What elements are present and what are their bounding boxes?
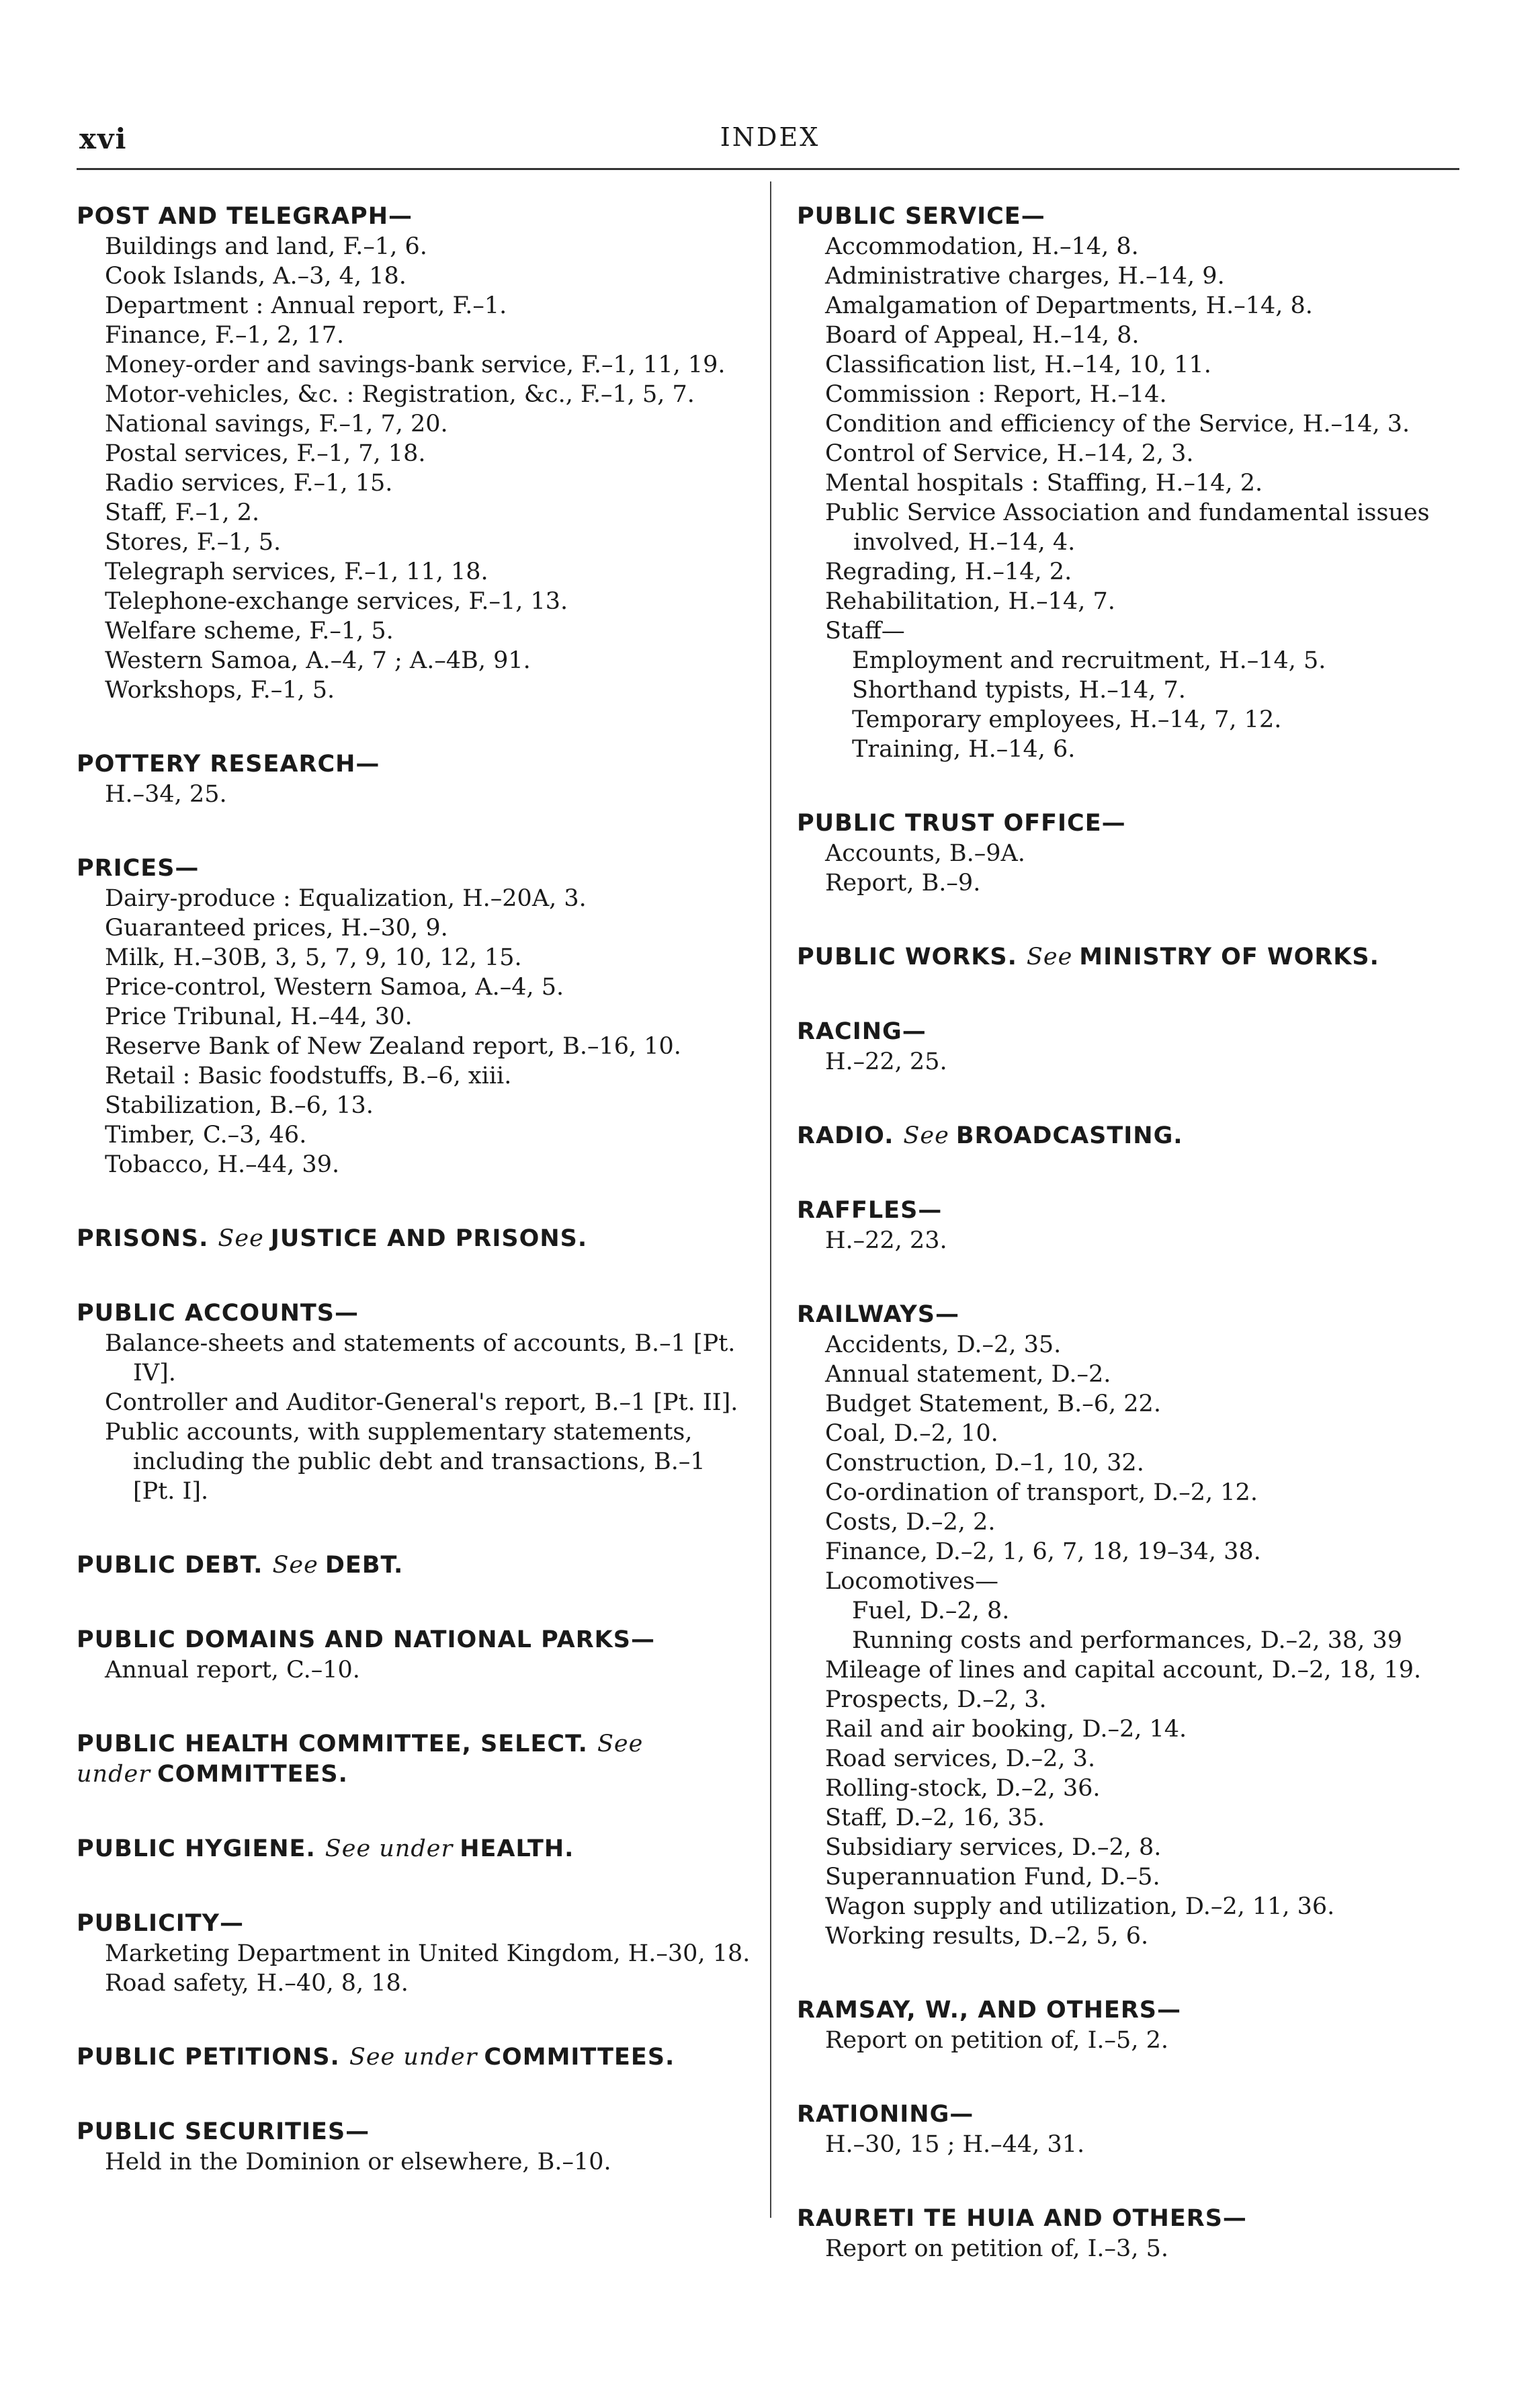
index-line: Accounts, B.–9A.: [825, 840, 1025, 867]
index-line: Rail and air booking, D.–2, 14.: [825, 1716, 1187, 1743]
index-heading: [797, 2204, 1474, 2234]
index-line: Staff, F.–1, 2.: [105, 499, 260, 526]
index-line: Cook Islands, A.–3, 4, 18.: [105, 263, 407, 290]
heading-text: PUBLICITY—: [77, 1910, 245, 1937]
index-entry: [77, 1550, 754, 1581]
column-divider: [770, 181, 771, 2218]
index-line: H.–30, 15 ; H.–44, 31.: [825, 2131, 1085, 2158]
index-subline: Temporary employees, H.–14, 7, 12.: [852, 706, 1282, 733]
heading-text: PUBLIC PETITIONS.: [77, 2044, 340, 2071]
index-heading: [77, 1550, 754, 1581]
index-line: Held in the Dominion or elsewhere, B.–10.: [105, 2149, 611, 2175]
index-line: Prospects, D.–2, 3.: [825, 1686, 1047, 1713]
heading-text: PUBLIC HYGIENE.: [77, 1835, 316, 1862]
page-number: xvi: [79, 122, 128, 155]
index-line: Annual statement, D.–2.: [825, 1361, 1111, 1388]
index-heading: [77, 1625, 754, 1655]
index-subline: Shorthand typists, H.–14, 7.: [852, 677, 1186, 704]
index-line: Balance-sheets and statements of accounts, B.–1 [Pt. IV].: [105, 1330, 736, 1386]
index-line: Department : Annual report, F.–1.: [105, 292, 507, 319]
index-line: Mental hospitals : Staffing, H.–14, 2.: [825, 470, 1263, 497]
index-entry: [77, 2117, 754, 2177]
index-line: Classification list, H.–14, 10, 11.: [825, 351, 1211, 378]
index-entry: [77, 1729, 754, 1790]
index-line: Finance, F.–1, 2, 17.: [105, 322, 345, 349]
heading-text: PUBLIC SECURITIES—: [77, 2118, 370, 2145]
see-reference-label: See under: [349, 2044, 478, 2071]
index-line: Accommodation, H.–14, 8.: [825, 233, 1139, 260]
see-reference-target: DEBT.: [325, 1552, 404, 1579]
index-entry: [77, 2042, 754, 2073]
index-subline: Employment and recruitment, H.–14, 5.: [852, 647, 1326, 674]
index-line: Budget Statement, B.–6, 22.: [825, 1390, 1161, 1417]
see-reference-label: See: [272, 1552, 318, 1579]
see-reference-label: See under: [77, 1731, 644, 1788]
index-line: Accidents, D.–2, 35.: [825, 1331, 1062, 1358]
index-line: Milk, H.–30B, 3, 5, 7, 9, 10, 12, 15.: [105, 944, 522, 971]
index-line: Commission : Report, H.–14.: [825, 381, 1167, 408]
index-line: Workshops, F.–1, 5.: [105, 677, 335, 704]
see-reference-target: JUSTICE AND PRISONS.: [270, 1225, 588, 1252]
index-line: Stabilization, B.–6, 13.: [105, 1092, 374, 1119]
index-heading: [797, 1300, 1474, 1330]
index-line: Working results, D.–2, 5, 6.: [825, 1923, 1149, 1950]
index-line: Rehabilitation, H.–14, 7.: [825, 588, 1115, 615]
see-reference-label: See: [903, 1122, 949, 1149]
index-line: Price Tribunal, H.–44, 30.: [105, 1003, 413, 1030]
index-heading: [797, 1995, 1474, 2026]
index-line: Mileage of lines and capital account, D.–2, 18, 19.: [825, 1657, 1422, 1684]
index-line: Radio services, F.–1, 15.: [105, 470, 393, 497]
index-heading: [797, 942, 1474, 972]
index-entry: [797, 202, 1474, 764]
heading-text: RADIO.: [797, 1122, 894, 1149]
index-heading: [797, 2100, 1474, 2130]
index-line: Coal, D.–2, 10.: [825, 1420, 998, 1447]
index-heading: [797, 1017, 1474, 1047]
index-line: Reserve Bank of New Zealand report, B.–16, 10.: [105, 1033, 681, 1060]
index-line: Locomotives—: [825, 1568, 998, 1595]
index-entry: [77, 854, 754, 1179]
index-entry: [797, 2100, 1474, 2159]
see-reference-target: COMMITTEES.: [157, 1761, 348, 1788]
index-line: Motor-vehicles, &c. : Registration, &c., F.–1, 5, 7.: [105, 381, 695, 408]
index-line: Report on petition of, I.–5, 2.: [825, 2027, 1168, 2054]
heading-text: PUBLIC TRUST OFFICE—: [797, 810, 1126, 837]
index-line: H.–22, 25.: [825, 1048, 947, 1075]
see-reference-label: See: [1026, 944, 1073, 970]
index-line: Co-ordination of transport, D.–2, 12.: [825, 1479, 1258, 1506]
index-line: Control of Service, H.–14, 2, 3.: [825, 440, 1194, 467]
right-column: [797, 202, 1474, 2308]
heading-text: PUBLIC SERVICE—: [797, 203, 1045, 230]
heading-text: PRICES—: [77, 855, 200, 882]
index-heading: [77, 1729, 754, 1790]
index-line: Controller and Auditor-General's report, B.–1 [Pt. II].: [105, 1389, 738, 1416]
index-subline: Fuel, D.–2, 8.: [852, 1597, 1010, 1624]
index-line: Marketing Department in United Kingdom, H.–30, 18.: [105, 1940, 751, 1967]
index-entry: [77, 1298, 754, 1506]
index-entry: [77, 1224, 754, 1254]
index-heading: [77, 1224, 754, 1254]
index-line: Regrading, H.–14, 2.: [825, 558, 1072, 585]
heading-text: RAFFLES—: [797, 1197, 943, 1224]
index-heading: [797, 1196, 1474, 1226]
index-heading: [797, 202, 1474, 232]
index-line: Telegraph services, F.–1, 11, 18.: [105, 558, 488, 585]
index-line: Report on petition of, I.–3, 5.: [825, 2235, 1168, 2262]
index-heading: [77, 1298, 754, 1329]
page-title: INDEX: [720, 122, 820, 152]
index-line: Wagon supply and utilization, D.–2, 11, 36.: [825, 1893, 1335, 1920]
heading-text: POTTERY RESEARCH—: [77, 751, 380, 778]
index-entry: [797, 1995, 1474, 2055]
index-line: Report, B.–9.: [825, 870, 981, 897]
index-line: Condition and efficiency of the Service, H.–14, 3.: [825, 411, 1410, 438]
index-line: Superannuation Fund, D.–5.: [825, 1864, 1160, 1891]
index-line: Postal services, F.–1, 7, 18.: [105, 440, 426, 467]
index-subline: Training, H.–14, 6.: [852, 736, 1076, 763]
index-entry: [77, 1625, 754, 1685]
heading-text: PRISONS.: [77, 1225, 209, 1252]
index-line: Price-control, Western Samoa, A.–4, 5.: [105, 974, 564, 1001]
heading-text: RAILWAYS—: [797, 1301, 959, 1328]
index-line: National savings, F.–1, 7, 20.: [105, 411, 448, 438]
index-heading: [797, 808, 1474, 839]
index-entry: [797, 1196, 1474, 1255]
left-column: [77, 202, 754, 2221]
index-line: Money-order and savings-bank service, F.–1, 11, 19.: [105, 351, 726, 378]
index-line: Amalgamation of Departments, H.–14, 8.: [825, 292, 1313, 319]
index-line: Subsidiary services, D.–2, 8.: [825, 1834, 1162, 1861]
see-reference-target: MINISTRY OF WORKS.: [1079, 944, 1379, 970]
index-line: Annual report, C.–10.: [105, 1657, 360, 1684]
index-line: Staff—: [825, 618, 905, 645]
heading-text: PUBLIC WORKS.: [797, 944, 1017, 970]
index-line: Stores, F.–1, 5.: [105, 529, 282, 556]
see-reference-target: HEALTH.: [460, 1835, 574, 1862]
heading-text: RAURETI TE HUIA AND OTHERS—: [797, 2205, 1247, 2232]
index-subline: Running costs and performances, D.–2, 38, 39: [852, 1627, 1402, 1654]
index-line: Costs, D.–2, 2.: [825, 1509, 996, 1536]
index-line: Western Samoa, A.–4, 7 ; A.–4B, 91.: [105, 647, 531, 674]
index-heading: [77, 202, 754, 232]
index-entry: [77, 1834, 754, 1864]
index-entry: [797, 1300, 1474, 1951]
index-line: Timber, C.–3, 46.: [105, 1122, 307, 1149]
heading-text: POST AND TELEGRAPH—: [77, 203, 413, 230]
index-line: Finance, D.–2, 1, 6, 7, 18, 19–34, 38.: [825, 1538, 1261, 1565]
index-entry: [797, 2204, 1474, 2264]
index-line: Buildings and land, F.–1, 6.: [105, 233, 427, 260]
index-line: Rolling-stock, D.–2, 36.: [825, 1775, 1101, 1802]
index-entry: [77, 202, 754, 705]
index-heading: [77, 2042, 754, 2073]
see-reference-target: COMMITTEES.: [484, 2044, 675, 2071]
index-entry: [797, 1121, 1474, 1151]
see-reference-label: See under: [325, 1835, 454, 1862]
index-line: Retail : Basic foodstuffs, B.–6, xiii.: [105, 1063, 512, 1089]
index-heading: [797, 1121, 1474, 1151]
index-entry: [797, 808, 1474, 898]
heading-text: RATIONING—: [797, 2101, 974, 2128]
index-line: Board of Appeal, H.–14, 8.: [825, 322, 1140, 349]
heading-text: PUBLIC ACCOUNTS—: [77, 1300, 359, 1327]
see-reference-target: BROADCASTING.: [955, 1122, 1183, 1149]
see-reference-label: See: [218, 1225, 264, 1252]
index-heading: [77, 749, 754, 780]
header-rule: [77, 168, 1459, 170]
index-line: Administrative charges, H.–14, 9.: [825, 263, 1225, 290]
index-line: Road safety, H.–40, 8, 18.: [105, 1970, 409, 1997]
index-line: Public Service Association and fundamental issues involved, H.–14, 4.: [825, 499, 1430, 556]
index-heading: [77, 1909, 754, 1939]
index-line: Welfare scheme, F.–1, 5.: [105, 618, 394, 645]
index-entry: [77, 749, 754, 809]
index-heading: [77, 1834, 754, 1864]
index-line: H.–34, 25.: [105, 781, 227, 808]
index-line: Tobacco, H.–44, 39.: [105, 1151, 340, 1178]
index-line: Staff, D.–2, 16, 35.: [825, 1804, 1045, 1831]
index-heading: [77, 854, 754, 884]
index-entry: [797, 942, 1474, 972]
heading-text: RAMSAY, W., AND OTHERS—: [797, 1997, 1181, 2024]
heading-text: PUBLIC DEBT.: [77, 1552, 263, 1579]
heading-text: RACING—: [797, 1018, 927, 1045]
heading-text: PUBLIC DOMAINS AND NATIONAL PARKS—: [77, 1626, 655, 1653]
index-line: Dairy-produce : Equalization, H.–20A, 3.: [105, 885, 587, 912]
index-heading: [77, 2117, 754, 2147]
index-line: Construction, D.–1, 10, 32.: [825, 1450, 1144, 1477]
index-entry: [797, 1017, 1474, 1077]
index-line: H.–22, 23.: [825, 1227, 947, 1254]
index-line: Telephone-exchange services, F.–1, 13.: [105, 588, 568, 615]
index-line: Road services, D.–2, 3.: [825, 1745, 1096, 1772]
index-line: Guaranteed prices, H.–30, 9.: [105, 915, 448, 942]
index-entry: [77, 1909, 754, 1998]
heading-text: PUBLIC HEALTH COMMITTEE, SELECT.: [77, 1731, 588, 1757]
index-line: Public accounts, with supplementary statements, including the public debt and transactions, B.–1 [Pt. I].: [105, 1419, 705, 1505]
